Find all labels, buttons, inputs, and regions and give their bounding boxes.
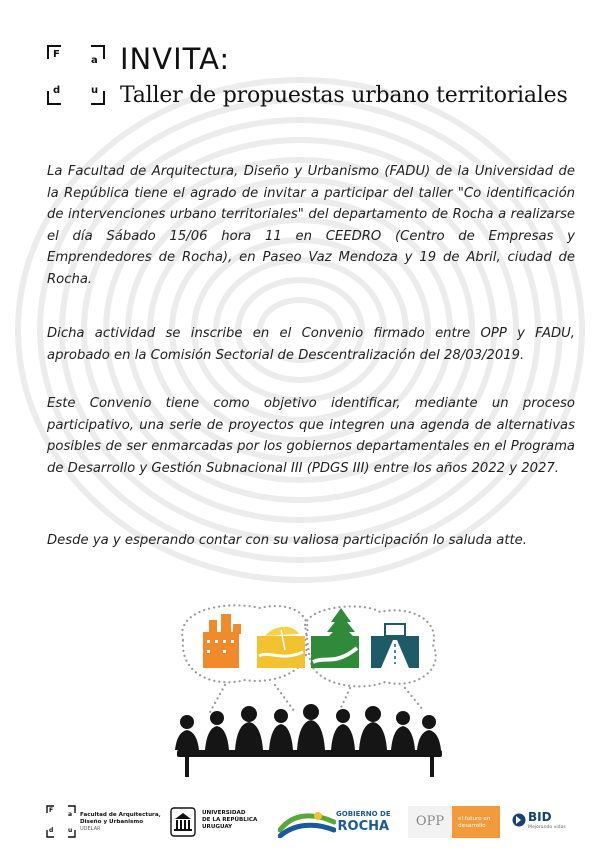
forest-icon [311,608,359,668]
footer-udelar-text: UNIVERSIDAD DE LA REPÚBLICA URUGUAY [202,810,258,830]
logo-letter-u: u [91,85,99,96]
road-icon [371,624,419,668]
rocha-wave-icon [278,808,336,838]
footer-fadu-logo: F a d u [46,805,76,838]
paragraph-closing: Desde ya y esperando contar con su valiosa participación lo saluda atte. [47,533,527,548]
opp-logo: OPP [408,806,452,838]
paragraph-convenio: Dicha actividad se inscribe en el Convenio firmado entre OPP y FADU, aprobado en la Comisión Sectorial de Descentralización del 28/03/2019. [47,326,575,363]
paragraph-invitation: La Facultad de Arquitectura, Diseño y Urbanismo (FADU) de la Universidad de la República tiene el agrado de invitar a participar del taller "Co identificación de intervenciones urbano territoriales" del departamento de Rocha a realizarse el día Sábado 15/06 hora 11 en CEEDRO (Centro de Empresas y Emprendedores de Rocha), en Paseo Vaz Mendoza y 19 de Abril, ciudad de Rocha. [47,164,575,287]
logo-letter-f: F [53,49,60,60]
city-icon [203,614,241,668]
logo-letter-a: a [91,55,98,66]
beach-icon [257,627,305,668]
footer-logos [0,800,604,850]
opp-tagline-box: el futuro en desarrollo [452,806,500,838]
people-silhouettes-icon [175,704,442,777]
footer-rocha-text: GOBIERNO DE ROCHA [336,810,391,834]
workshop-illustration [165,600,455,780]
udelar-seal-icon [170,807,196,837]
footer-fadu-text: Facultad de Arquitectura, Diseño y Urbanismo UDELAR [80,812,161,832]
paragraph-objetivo: Este Convenio tiene como objetivo identificar, mediante un proceso participativo, una serie de proyectos que integren una agenda de alternativas posibles de ser enmarcadas por los gobiernos departamentales en el Programa de Desarrollo y Gestión Subnacional III (PDGS III) entre los años 2022 y 2027. [47,396,575,476]
logo-letter-d: d [53,85,61,96]
fadu-logo [47,45,105,105]
page-title: INVITA: [120,42,231,76]
footer-bid-text: BID Mejorando vidas [528,810,566,830]
page-subtitle: Taller de propuestas urbano territoriales [120,83,568,108]
bid-symbol-icon [512,812,526,828]
